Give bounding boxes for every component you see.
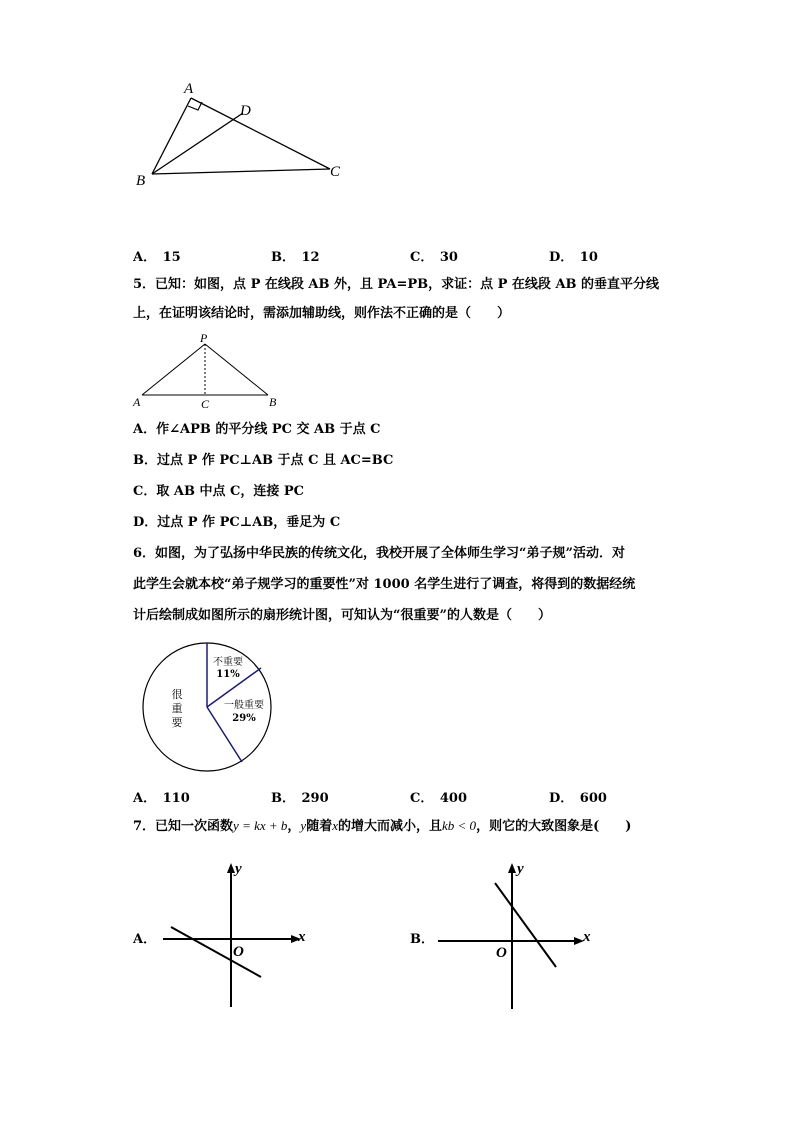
q6-stem-line3: 计后绘制成如图所示的扇形统计图，可知认为“很重要”的人数是（ ） [133,608,551,623]
q5-label-b: B [269,395,277,409]
q5-figure [130,330,290,412]
q5-label-a: A [133,395,141,409]
q4-label-a: A [184,81,194,97]
q5-option-c: C．取 AB 中点 C，连接 PC [133,484,304,499]
q7-graph-b [430,855,600,1015]
q6-slice1-value: 11% [216,669,240,680]
q6-option-b: B． 290 [271,791,329,806]
q5-option-b: B．过点 P 作 PC⊥AB 于点 C 且 AC=BC [133,453,394,468]
q6-stem-line1: 6．如图，为了弘扬中华民族的传统文化，我校开展了全体师生学习“弟子规”活动．对 [133,546,626,561]
q5-label-c: C [201,397,210,411]
q6-slice1-name: 不重要 [213,657,243,668]
q7-b-origin-label: O [496,945,507,961]
q6-slice2-value: 29% [232,713,256,724]
q7-a-origin-label: O [233,944,244,960]
q6-option-c: C． 400 [410,791,468,806]
q5-stem-line1: 5．已知：如图，点 P 在线段 AB 外，且 PA=PB，求证：点 P 在线段 AB 的垂直平分线 [133,277,660,292]
q4-option-c: C． 30 [410,250,458,265]
q4-option-b: B． 12 [271,250,320,265]
q6-slice2-name: 一般重要 [224,700,264,711]
q5-option-a: A．作∠APB 的平分线 PC 交 AB 于点 C [133,422,381,437]
q6-pie-chart [140,640,280,780]
q5-stem-line2: 上，在证明该结论时，需添加辅助线，则作法不正确的是（ ） [133,306,511,321]
q7-a-y-label: y [235,861,242,877]
q6-option-a: A． 110 [133,791,190,806]
q4-option-a: A． 15 [133,250,181,265]
q7-b-x-label: x [583,929,591,945]
q7-b-y-label: y [517,861,524,877]
q4-label-b: B [136,173,146,189]
q6-slice3-char1: 很 [171,688,183,701]
q6-option-d: D． 600 [549,791,607,806]
q4-option-d: D． 10 [549,250,598,265]
q4-label-d: D [240,103,251,119]
q7-condition: kb < 0 [442,818,477,833]
q5-option-d: D．过点 P 作 PC⊥AB，垂足为 C [133,515,341,530]
q7-func: y = kx + b [233,818,288,833]
q6-slice3-char3: 要 [171,716,183,729]
q6-stem-line2: 此学生会就本校“弟子规学习的重要性”对 1000 名学生进行了调查，将得到的数据经统 [133,577,636,592]
q5-label-p: P [200,331,208,345]
q7-a-x-label: x [298,929,306,945]
q7-stem: 7．已知一次函数y = kx + b，y随着x的增大而减小，且kb < 0，则它的大致图象是( ) [133,818,632,834]
q4-triangle-figure [130,75,360,195]
q6-slice3-char2: 重 [171,702,183,715]
q7-graph-a [155,855,315,1015]
q4-label-c: C [330,164,341,180]
q7-graph-a-label: A． [133,932,157,947]
q7-graph-b-label: B． [410,932,434,947]
